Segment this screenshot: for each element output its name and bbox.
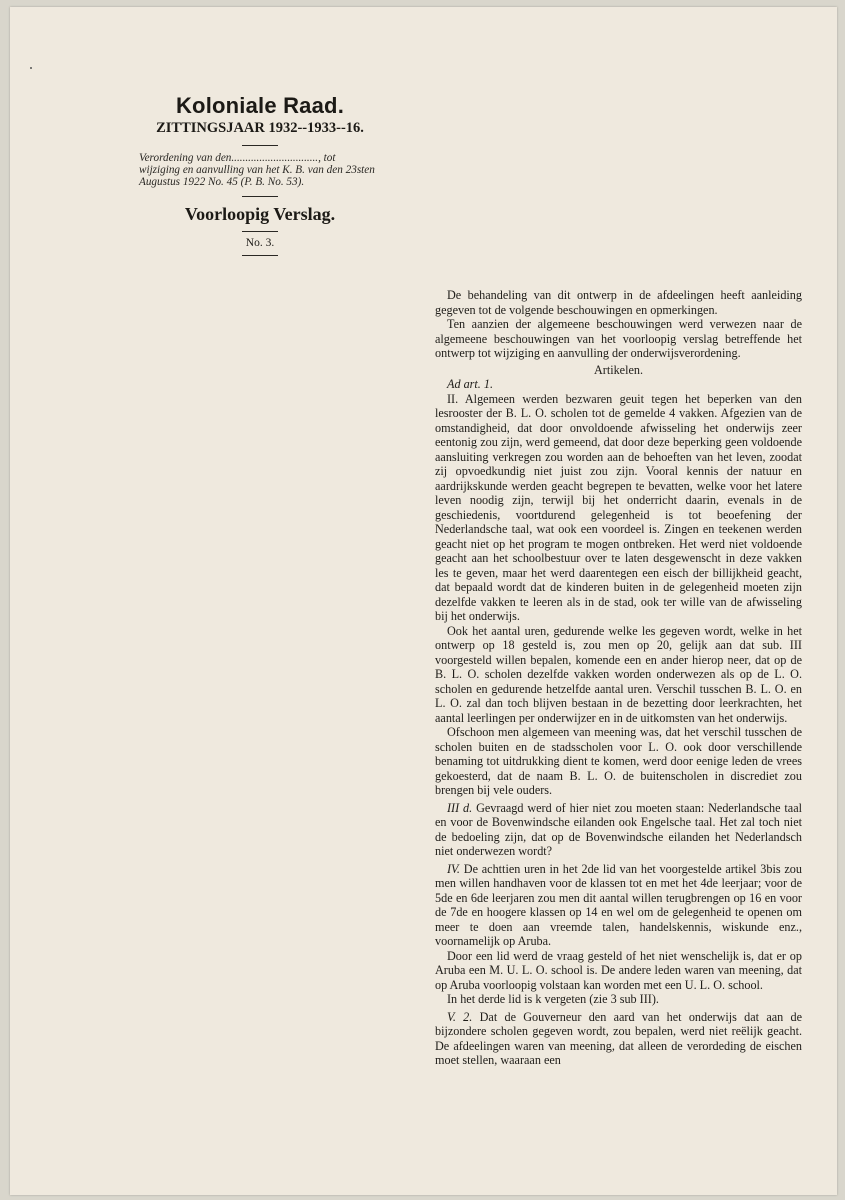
section-label: II. [447,391,459,406]
speck [30,67,32,69]
paragraph-text: De achttien uren in het 2de lid van het voorgestelde artikel 3bis zou men willen handhaven voor de klassen tot en met het 4de leerjaar; voor de 5de en 6de leerjaren zou men dit aantal willen terugbrengen op 16 en voor de 7de en hoogere klassen op 14 en wel om de gelegenheid te openen om meer te doen aan vreemde talen, handelskennis, wiskunde enz., voornamelijk op Aruba. [435,861,802,948]
divider [242,255,278,256]
section-label: IV. [447,861,460,876]
section-label: III d. [447,800,473,815]
document-header [125,93,395,256]
divider [242,145,278,146]
paragraph [435,862,802,949]
report-body [435,288,802,1068]
articles-heading: Artikelen. [593,362,644,377]
divider [242,196,278,197]
paragraph-text: Dat de Gouverneur den aard van het onderwijs dat aan de bijzondere scholen gegeven wordt, zou bepalen, werd niet reëlijk geacht. De afdeelingen waren van meening, dat alleen de verordeding de eischen moet stellen, waaraan een [435,1009,803,1067]
paragraph: Ook het aantal uren, gedurende welke les gegeven wordt, welke in het ontwerp op 18 gesteld is, zou men op 20, gelijk aan dat sub. III voorgesteld willen bepalen, komende een en ander hierop neer, dat op de B. L. O. scholen dezelfde vakken worden onderwezen als op de L. O. scholen en gedurende hetzelfde aantal uren. Verschil tusschen B. L. O. en L. O. zal dan toch blijven bestaan in de bezetting door leerkrachten, het aantal leerlingen per onderwijzer en in de uitkomsten van het onderwijs. [435,623,802,725]
paragraph [435,392,802,624]
paragraph: Ten aanzien der algemeene beschouwingen werd verwezen naar de algemeene beschouwingen van het voorloopig verslag betreffende het ontwerp tot wijziging en aanvulling der onderwijsverordening. [435,317,802,360]
article-reference: Ad art. 1. [447,377,494,391]
report-title: Voorloopig Verslag. [184,204,336,224]
paragraph-text: Algemeen werden bezwaren geuit tegen het beperken van den lesrooster der B. L. O. scholen tot de gemelde 4 vakken. Afgezien van de omstandigheid, dat door onvoldoende afwisseling het onderwijs zeer eentonig zou zijn, werd gemeend, dat door deze beperking geen voldoende aansluiting verkregen zou worden aan de behoeften van het leven, zoodat zij opvoedkundig niet juist zou zijn. Vooral kennis der natuur en aardrijkskunde werden geacht begrepen te bevatten, welke voor het latere leven noodig zijn, terwijl bij het onderricht daarin, evenals in de geschiedenis, voortdurend gelegenheid is tot beoefening der Nederlandsche taal, wat ook een voordeel is. Zingen en teekenen werden geacht niet op het program te mogen ontbreken. Het werd niet voldoende geacht aan het schoolbestuur over te laten desgewenscht in deze vakken les te geven, maar het werd daarentegen een eisch der billijkheid geacht, dat bepaald wordt dat de kinderen buiten in de gelegenheid moeten zijn dezelfde vakken te leeren als in de stad, ook ter wille van de afwisseling bij het onderwijs. [435,391,803,623]
paragraph: De behandeling van dit ontwerp in de afdeelingen heeft aanleiding gegeven tot de volgende beschouwingen en opmerkingen. [435,288,802,317]
section-label: V. 2. [447,1009,473,1024]
session-year: ZITTINGSJAAR 1932--1933--16. [156,120,364,136]
paragraph: Door een lid werd de vraag gesteld of het niet wenschelijk is, dat er op Aruba een M. U. L. O. school is. De andere leden waren van meening, dat op Aruba voorloopig volstaan kan worden met een U. L. O. school. [435,948,802,992]
ordinance-description: Verordening van den..............................., tot wijziging en aanvulling van het K. B. van den 23sten Augustus 1922 No. 45 (P. B. No. 53). [139,152,375,188]
paragraph [435,801,802,859]
paragraph [435,1010,802,1068]
council-title: Koloniale Raad. [175,93,345,118]
paragraph-text: Gevraagd werd of hier niet zou moeten staan: Nederlandsche taal en voor de Bovenwindsche eilanden ook Engelsche taal. Het zal toch niet de bedoeling zijn, dat op de Bovenwindsche eilanden het Nederlandsch niet onderwezen wordt? [435,800,803,858]
document-page [10,7,837,1195]
report-number: No. 3. [245,237,275,249]
divider [242,231,278,232]
paragraph: In het derde lid is k vergeten (zie 3 sub III). [447,992,659,1006]
paragraph: Ofschoon men algemeen van meening was, dat het verschil tusschen de scholen buiten en de stadsscholen voor L. O. ook door verschillende benaming tot uitdrukking dient te komen, werd door eenige leden de vrees gekoesterd, dat de naam B. L. O. de buitenscholen in discrediet zou brengen bij vele ouders. [435,725,802,797]
